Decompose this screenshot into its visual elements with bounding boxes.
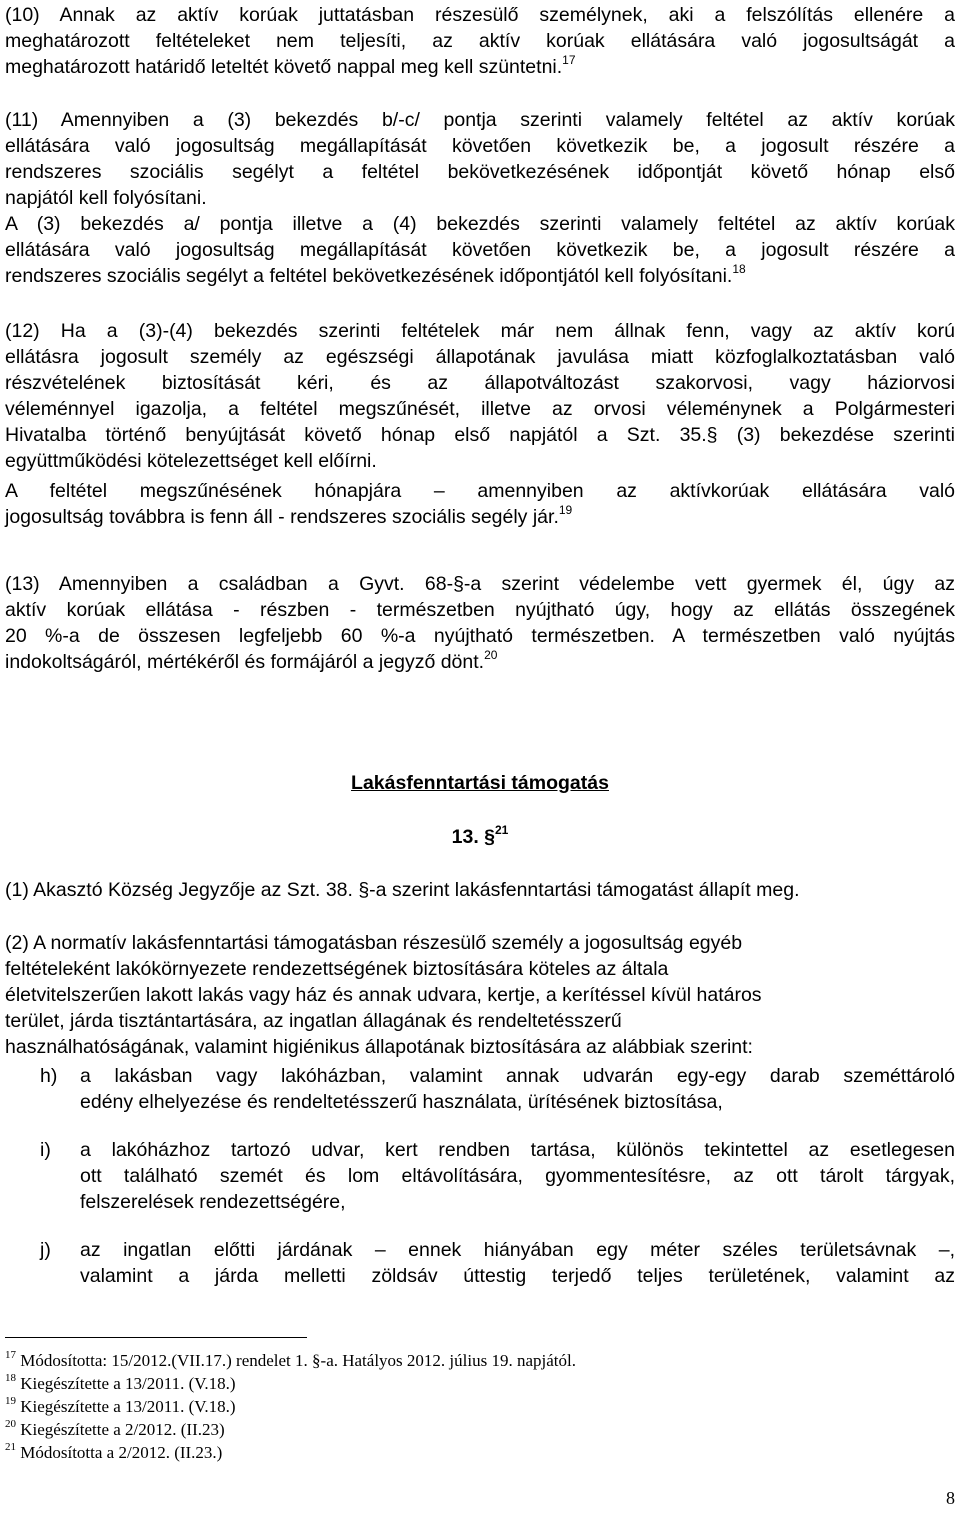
text-span: jogosultság továbbra is fenn áll - rendszeres szociális segély jár. (5, 506, 559, 528)
text-line: 20 %-a de összesen legfeljebb 60 %-a nyújtható természetben. A természetben való nyújtás (5, 625, 955, 647)
text-line (5, 263, 955, 289)
footnote-number: 17 (5, 1349, 16, 1361)
text-span: rendszeres szociális segélyt a feltétel bekövetkezésének időpontjától kell folyósítani. (5, 265, 733, 287)
footnote-number: 18 (5, 1372, 16, 1384)
text-line: terület, járda tisztántartására, az ingatlan állagának és rendeltetésszerű (5, 1010, 622, 1032)
footnote-text: Kiegészítette a 13/2011. (V.18.) (16, 1374, 236, 1393)
text-line: a lakóházhoz tartozó udvar, kert rendben tartása, különös tekintettel az esetlegesen (80, 1139, 955, 1161)
text-line: edény elhelyezése és rendeltetésszerű használata, ürítésének biztosítása, (80, 1091, 723, 1113)
footnote-text: Módosította: 15/2012.(VII.17.) rendelet 1. §-a. Hatályos 2012. július 19. napjától. (16, 1351, 576, 1370)
footnote-number: 19 (5, 1395, 16, 1407)
text-line: Hivatalba történő benyújtását követő hónap első napjától a Szt. 35.§ (3) bekezdése szerinti (5, 424, 955, 446)
footnote-ref[interactable]: 20 (484, 648, 498, 662)
text-line (5, 649, 955, 675)
footnote-number: 21 (5, 1441, 16, 1453)
footnote-ref[interactable]: 19 (558, 503, 573, 517)
footnote (5, 1350, 576, 1372)
text-line: valamint a járda melletti zöldsáv úttestig terjedő teljes területének, valamint az (80, 1265, 955, 1287)
text-line: ott található szemét és lom eltávolítására, gyommentesítésre, az ott tárolt tárgyak, (80, 1165, 955, 1187)
footnote (5, 1396, 236, 1418)
list-label: j) (40, 1239, 51, 1261)
footnote-text: Kiegészítette a 2/2012. (II.23) (16, 1420, 225, 1439)
text-line: napjától kell folyósítani. (5, 187, 207, 209)
text-line: (13) Amennyiben a családban a Gyvt. 68-§-a szerint védelembe vett gyermek él, úgy az (5, 573, 955, 595)
footnote-text: Módosította a 2/2012. (II.23.) (16, 1443, 223, 1462)
text-line: (2) A normatív lakásfenntartási támogatásban részesülő személy a jogosultság egyéb (5, 932, 743, 954)
text-line: (11) Amennyiben a (3) bekezdés b/-c/ pontja szerinti valamely feltétel az aktív korúak (5, 109, 955, 131)
text-line: életvitelszerűen lakott lakás vagy ház és annak udvara, kertje, a kerítéssel kívül határos (5, 984, 762, 1006)
section-heading: Lakásfenntartási támogatás (351, 772, 609, 794)
text-span: indokoltságáról, mértékéről és formájáról a jegyző dönt. (5, 651, 485, 673)
text-line: A feltétel megszűnésének hónapjára – amennyiben az aktívkorúak ellátására való (5, 480, 955, 502)
text-line (5, 504, 955, 530)
text-line: ellátására való jogosultság megállapítását követően következik be, a jogosult részére a (5, 135, 955, 157)
text-line: véleménnyel igazolja, a feltétel megszűnését, illetve az orvosi véleménynek a Polgármesteri (5, 398, 955, 420)
text-span: meghatározott határidő leteltét követő nappal meg kell szüntetni. (5, 56, 563, 78)
footnote (5, 1373, 236, 1395)
footnote-separator (5, 1337, 307, 1338)
text-line: (12) Ha a (3)-(4) bekezdés szerinti feltételek már nem állnak fenn, vagy az aktív korú (5, 320, 955, 342)
subsection-1: (1) Akasztó Község Jegyzője az Szt. 38. §-a szerint lakásfenntartási támogatást állapít meg. (5, 879, 800, 901)
footnote-ref[interactable]: 17 (562, 53, 576, 67)
footnote-ref[interactable]: 18 (732, 262, 746, 276)
footnote-text: Kiegészítette a 13/2011. (V.18.) (16, 1397, 236, 1416)
text-line: részvételének biztosítását kéri, és az állapotváltozást szakorvosi, vagy háziorvosi (5, 372, 955, 394)
text-line: együttműködési kötelezettséget kell előírni. (5, 450, 377, 472)
text-line: A (3) bekezdés a/ pontja illetve a (4) bekezdés szerinti valamely feltétel az aktív korúak (5, 213, 955, 235)
page-number: 8 (946, 1488, 955, 1508)
text-line (5, 54, 955, 80)
text-line: felszerelések rendezettségére, (80, 1191, 346, 1213)
list-label: i) (40, 1139, 51, 1161)
footnote-number: 20 (5, 1418, 16, 1430)
text-line: (10) Annak az aktív korúak juttatásban részesülő személynek, aki a felszólítás ellenére a (5, 4, 955, 26)
section-number-text: 13. § (451, 826, 495, 848)
text-line: használhatóságának, valamint higiénikus állapotának biztosítására az alábbiak szerint: (5, 1036, 753, 1058)
text-line: meghatározott feltételeket nem teljesíti, az aktív korúak ellátására való jogosultságát a (5, 30, 955, 52)
text-line: feltételeként lakókörnyezete rendezettségének biztosítására köteles az általa (5, 958, 669, 980)
footnote-ref[interactable]: 21 (495, 823, 509, 837)
footnote (5, 1419, 225, 1441)
text-line: rendszeres szociális segélyt a feltétel bekövetkezésének időpontját követő hónap első (5, 161, 955, 183)
text-line: az ingatlan előtti járdának – ennek hiányában egy méter széles területsávnak –, (80, 1239, 955, 1261)
text-line: a lakásban vagy lakóházban, valamint annak udvarán egy-egy darab szeméttároló (80, 1065, 955, 1087)
section-number (0, 824, 960, 850)
footnote (5, 1442, 222, 1464)
list-label: h) (40, 1065, 58, 1087)
text-line: aktív korúak ellátása - részben - természetben nyújtható úgy, hogy az ellátás összegének (5, 599, 955, 621)
text-line: ellátására való jogosultság megállapítását követően következik be, a jogosult részére a (5, 239, 955, 261)
text-line: ellátásra jogosult személy az egészségi állapotának javulása miatt közfoglalkoztatásban való (5, 346, 955, 368)
